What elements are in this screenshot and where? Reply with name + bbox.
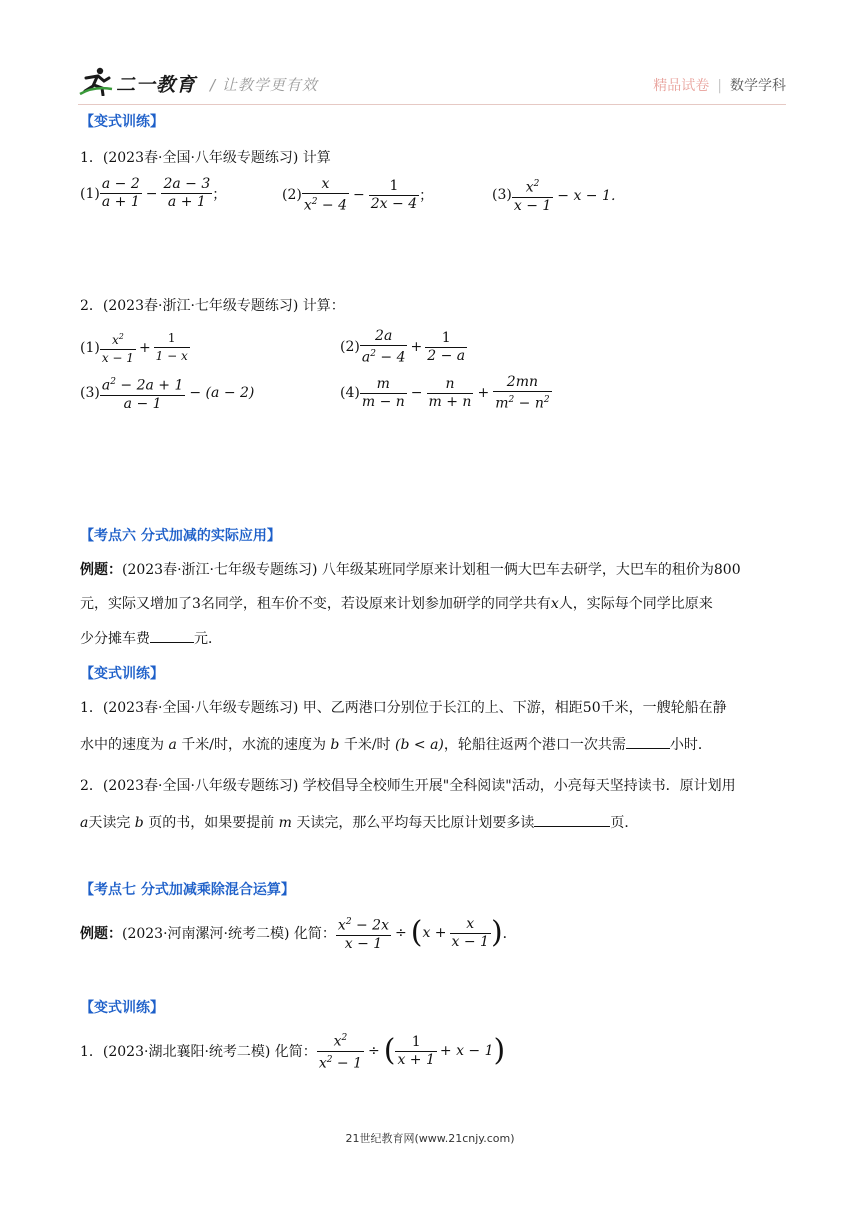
logo-text: 二一教育 xyxy=(116,74,197,96)
q1-part-2: (2) $\frac{x}{x^2 - 4}$ − $\frac{1}{2x - 4}$ ； xyxy=(282,176,434,214)
section-train-title: 【变式训练】 xyxy=(80,666,164,682)
slogan: / 让教学更有效 xyxy=(210,76,318,94)
train-2-line-1: 2．(2023春·全国·八年级专题练习) 学校倡导全校师生开展"全科阅读"活动，小亮每天坚持读书．原计划用 xyxy=(80,778,736,794)
example-line-1: 例题：(2023春·浙江·七年级专题练习) 八年级某班同学原来计划租一俩大巴车去研学，大巴车的租价为800 xyxy=(80,562,741,578)
train-1-line-1: 1．(2023春·全国·八年级专题练习) 甲、乙两港口分别位于长江的上、下游，相距50千米，一艘轮船在静 xyxy=(80,700,727,716)
runner-logo-icon xyxy=(78,66,114,96)
subject-label: 数学学科 xyxy=(730,78,786,94)
question-1: 1．(2023春·全国·八年级专题练习) 计算 xyxy=(80,150,331,166)
header-divider xyxy=(78,104,786,105)
header-separator: | xyxy=(717,78,722,94)
example-line-3: 少分摊车费 元． xyxy=(80,628,222,649)
train-2-line-2: a天读完 b 页的书，如果要提前 m 天读完，那么平均每天比原计划要多读 页． xyxy=(80,812,638,833)
section-title-6: 【考点六 分式加减的实际应用】 xyxy=(80,528,281,544)
example-line-2: 元，实际又增加了3名同学，租车价不变，若设原来计划参加研学的同学共有x人，实际每个同学比原来 xyxy=(80,596,713,612)
train-7-1: 1．(2023·湖北襄阳·统考二模) 化简： $\frac{x^2}{x^2 - 1}$ ÷ ( $\frac{1}{x + 1}$ + x − 1 ) xyxy=(80,1030,505,1072)
q2-part-3: (3) $\frac{a^2 - 2a + 1}{a - 1}$ − (a − 2) xyxy=(80,374,254,413)
page-footer: 21世纪教育网(www.21cnjy.com) xyxy=(345,1132,515,1145)
q1-part-1: (1) $\frac{a - 2}{a + 1}$ − $\frac{2a - 3}{a + 1}$ ； xyxy=(80,176,227,210)
q1-part-3: (3) $\frac{x^2}{x - 1}$ − x − 1． xyxy=(492,176,625,215)
answer-blank[interactable] xyxy=(150,628,194,643)
q2-part-4: (4) $\frac{m}{m - n}$ − $\frac{n}{m + n}$ + $\frac{2mn}{m^2 - n^2}$ xyxy=(340,374,550,412)
answer-blank[interactable] xyxy=(626,734,670,749)
question-2: 2．(2023春·浙江·七年级专题练习) 计算： xyxy=(80,298,345,314)
premium-label: 精品试卷 xyxy=(653,78,710,94)
train-1-line-2: 水中的速度为 a 千米/时，水流的速度为 b 千米/时 (b < a)，轮船往返两个港口一次共需 小时． xyxy=(80,734,712,755)
section-train-title-7: 【变式训练】 xyxy=(80,1000,164,1016)
section-title: 【变式训练】 xyxy=(80,114,164,130)
example-7: 例题： (2023·河南漯河·统考二模) 化简： $\frac{x^2 - 2x}{x - 1}$ ÷ ( x + $\frac{x}{x - 1}$ ) ． xyxy=(80,915,517,952)
q2-part-1: (1) $\frac{x^2}{x - 1}$ + $\frac{1}{1 - x}$ xyxy=(80,328,190,367)
page-header xyxy=(78,64,786,104)
answer-blank[interactable] xyxy=(534,812,610,827)
section-title-7: 【考点七 分式加减乘除混合运算】 xyxy=(80,882,295,898)
q2-part-2: (2) $\frac{2a}{a^2 - 4}$ + $\frac{1}{2 - a}$ xyxy=(340,328,466,366)
header-right xyxy=(653,75,786,95)
